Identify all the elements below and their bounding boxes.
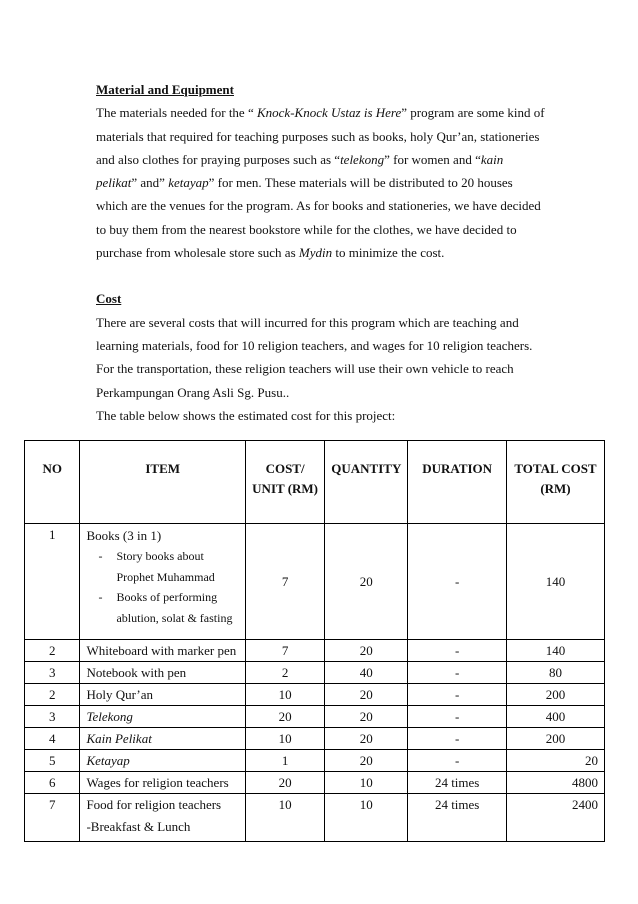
- cell-quantity: 20: [325, 524, 408, 640]
- cell-cost: 1: [245, 750, 324, 772]
- cell-quantity: 20: [325, 684, 408, 706]
- cell-quantity: 20: [325, 706, 408, 728]
- list-text: ablution, solat & fasting: [116, 610, 233, 625]
- header-cost-unit: [245, 441, 324, 524]
- cell-item: Wages for religion teachers: [80, 772, 245, 794]
- materials-heading: Material and Equipment: [96, 82, 234, 97]
- header-text: (RM): [540, 481, 571, 496]
- cell-no: 7: [25, 794, 80, 842]
- header-no: NO: [25, 441, 80, 524]
- text-run: ” for women and “: [384, 151, 481, 167]
- cost-heading: Cost: [96, 291, 122, 307]
- cell-duration: 24 times: [408, 772, 507, 794]
- materials-line-2: materials that required for teaching purposes such as books, holy Qur’an, stationeries: [96, 128, 540, 144]
- list-text: Prophet Muhammad: [116, 569, 215, 584]
- header-item: ITEM: [80, 441, 245, 524]
- cell-duration: -: [408, 728, 507, 750]
- cell-total: 140: [506, 640, 604, 662]
- cell-no: 3: [25, 662, 80, 684]
- document-body: [96, 78, 545, 427]
- cell-cost: 2: [245, 662, 324, 684]
- cell-total: 140: [506, 524, 604, 640]
- cell-item: Holy Qur’an: [80, 684, 245, 706]
- cell-no: 3: [25, 706, 80, 728]
- term-telekong: telekong: [340, 151, 385, 167]
- cell-item: Telekong: [80, 706, 245, 728]
- cost-line-4: Perkampungan Orang Asli Sg. Pusu..: [96, 384, 290, 400]
- cell-no: 4: [25, 728, 80, 750]
- materials-line-6: to buy them from the nearest bookstore while for the clothes, we have decided to: [96, 221, 517, 237]
- cell-quantity: 20: [325, 750, 408, 772]
- cell-quantity: 40: [325, 662, 408, 684]
- text-run: ” and”: [131, 175, 169, 191]
- table-row: [25, 794, 605, 842]
- term-ketayap: ketayap: [168, 175, 209, 191]
- cell-cost: 7: [245, 640, 324, 662]
- table-row: [25, 662, 605, 684]
- table-row: [25, 772, 605, 794]
- term-mydin: Mydin: [298, 245, 333, 261]
- cell-cost: 10: [245, 794, 324, 842]
- item-sublabel: -Breakfast & Lunch: [86, 819, 191, 834]
- cell-cost: 10: [245, 684, 324, 706]
- cell-duration: -: [408, 662, 507, 684]
- cost-table: [24, 440, 605, 842]
- materials-line-4: [96, 175, 513, 190]
- cost-paragraph: [96, 311, 542, 427]
- cell-duration: -: [408, 684, 507, 706]
- table-row: [25, 706, 605, 728]
- cell-no: 2: [25, 684, 80, 706]
- cell-no: 5: [25, 750, 80, 772]
- program-name: Knock-Knock Ustaz is Here: [256, 105, 402, 121]
- cell-item: Ketayap: [80, 750, 245, 772]
- cell-quantity: 10: [325, 794, 408, 842]
- cell-total: 400: [506, 706, 604, 728]
- cell-quantity: 20: [325, 728, 408, 750]
- cell-no: 2: [25, 640, 80, 662]
- cell-total: 200: [506, 684, 604, 706]
- header-text: TOTAL COST: [514, 461, 597, 476]
- cell-quantity: 10: [325, 772, 408, 794]
- list-item: [98, 587, 238, 628]
- table-row: [25, 750, 605, 772]
- cell-total: 2400: [506, 794, 604, 842]
- text-run: purchase from wholesale store such as: [96, 245, 299, 261]
- cell-cost: 20: [245, 772, 324, 794]
- cell-item: [80, 524, 245, 640]
- text-run: ” for men. These materials will be distributed to 20 houses: [208, 175, 513, 191]
- cell-cost: 10: [245, 728, 324, 750]
- list-item: [98, 546, 238, 587]
- cell-item: Kain Pelikat: [80, 728, 245, 750]
- table-header-row: [25, 441, 605, 524]
- materials-paragraph: [96, 101, 545, 264]
- cell-total: 200: [506, 728, 604, 750]
- table-row: [25, 684, 605, 706]
- cell-duration: 24 times: [408, 794, 507, 842]
- cell-no: 6: [25, 772, 80, 794]
- cost-line-5: The table below shows the estimated cost for this project:: [96, 407, 396, 423]
- materials-line-5: which are the venues for the program. As for books and stationeries, we have decided: [96, 198, 541, 214]
- header-text: UNIT (RM): [252, 481, 319, 496]
- cell-cost: 20: [245, 706, 324, 728]
- cell-duration: -: [408, 750, 507, 772]
- list-text: Books of performing: [116, 590, 218, 604]
- cell-quantity: 20: [325, 640, 408, 662]
- cell-item: [80, 794, 245, 842]
- cell-total: 80: [506, 662, 604, 684]
- cell-total: 20: [506, 750, 604, 772]
- cell-item: Whiteboard with marker pen: [80, 640, 245, 662]
- text-run: ” program are some kind of: [401, 105, 545, 121]
- term-pelikat: pelikat: [96, 175, 132, 191]
- cell-item: Notebook with pen: [80, 662, 245, 684]
- header-quantity: QUANTITY: [325, 441, 408, 524]
- table-row: [25, 640, 605, 662]
- header-total-cost: [506, 441, 604, 524]
- text-run: to minimize the cost.: [332, 245, 445, 261]
- item-label: Books (3 in 1): [86, 528, 162, 543]
- cell-total: 4800: [506, 772, 604, 794]
- cost-line-3: For the transportation, these religion teachers will use their own vehicle to reach: [96, 361, 514, 377]
- text-run: The materials needed for the “: [96, 105, 257, 121]
- materials-line-7: [96, 245, 444, 260]
- cost-line-1: There are several costs that will incurred for this program which are teaching and: [96, 314, 519, 330]
- table-row: [25, 728, 605, 750]
- cell-duration: -: [408, 640, 507, 662]
- table-row: [25, 524, 605, 640]
- cell-cost: 7: [245, 524, 324, 640]
- list-text: Story books about: [116, 549, 204, 563]
- cell-no: 1: [25, 524, 80, 640]
- cell-duration: -: [408, 706, 507, 728]
- cost-line-2: learning materials, food for 10 religion teachers, and wages for 10 religion teachers.: [96, 337, 533, 353]
- materials-line-1: [96, 105, 545, 120]
- cell-duration: -: [408, 524, 507, 640]
- term-kain: kain: [480, 151, 504, 167]
- text-run: and also clothes for praying purposes such as “: [96, 151, 341, 167]
- item-label: Food for religion teachers: [86, 797, 222, 812]
- materials-line-3: [96, 152, 503, 167]
- item-sublist: [86, 546, 238, 628]
- header-duration: DURATION: [408, 441, 507, 524]
- header-text: COST/: [265, 461, 305, 476]
